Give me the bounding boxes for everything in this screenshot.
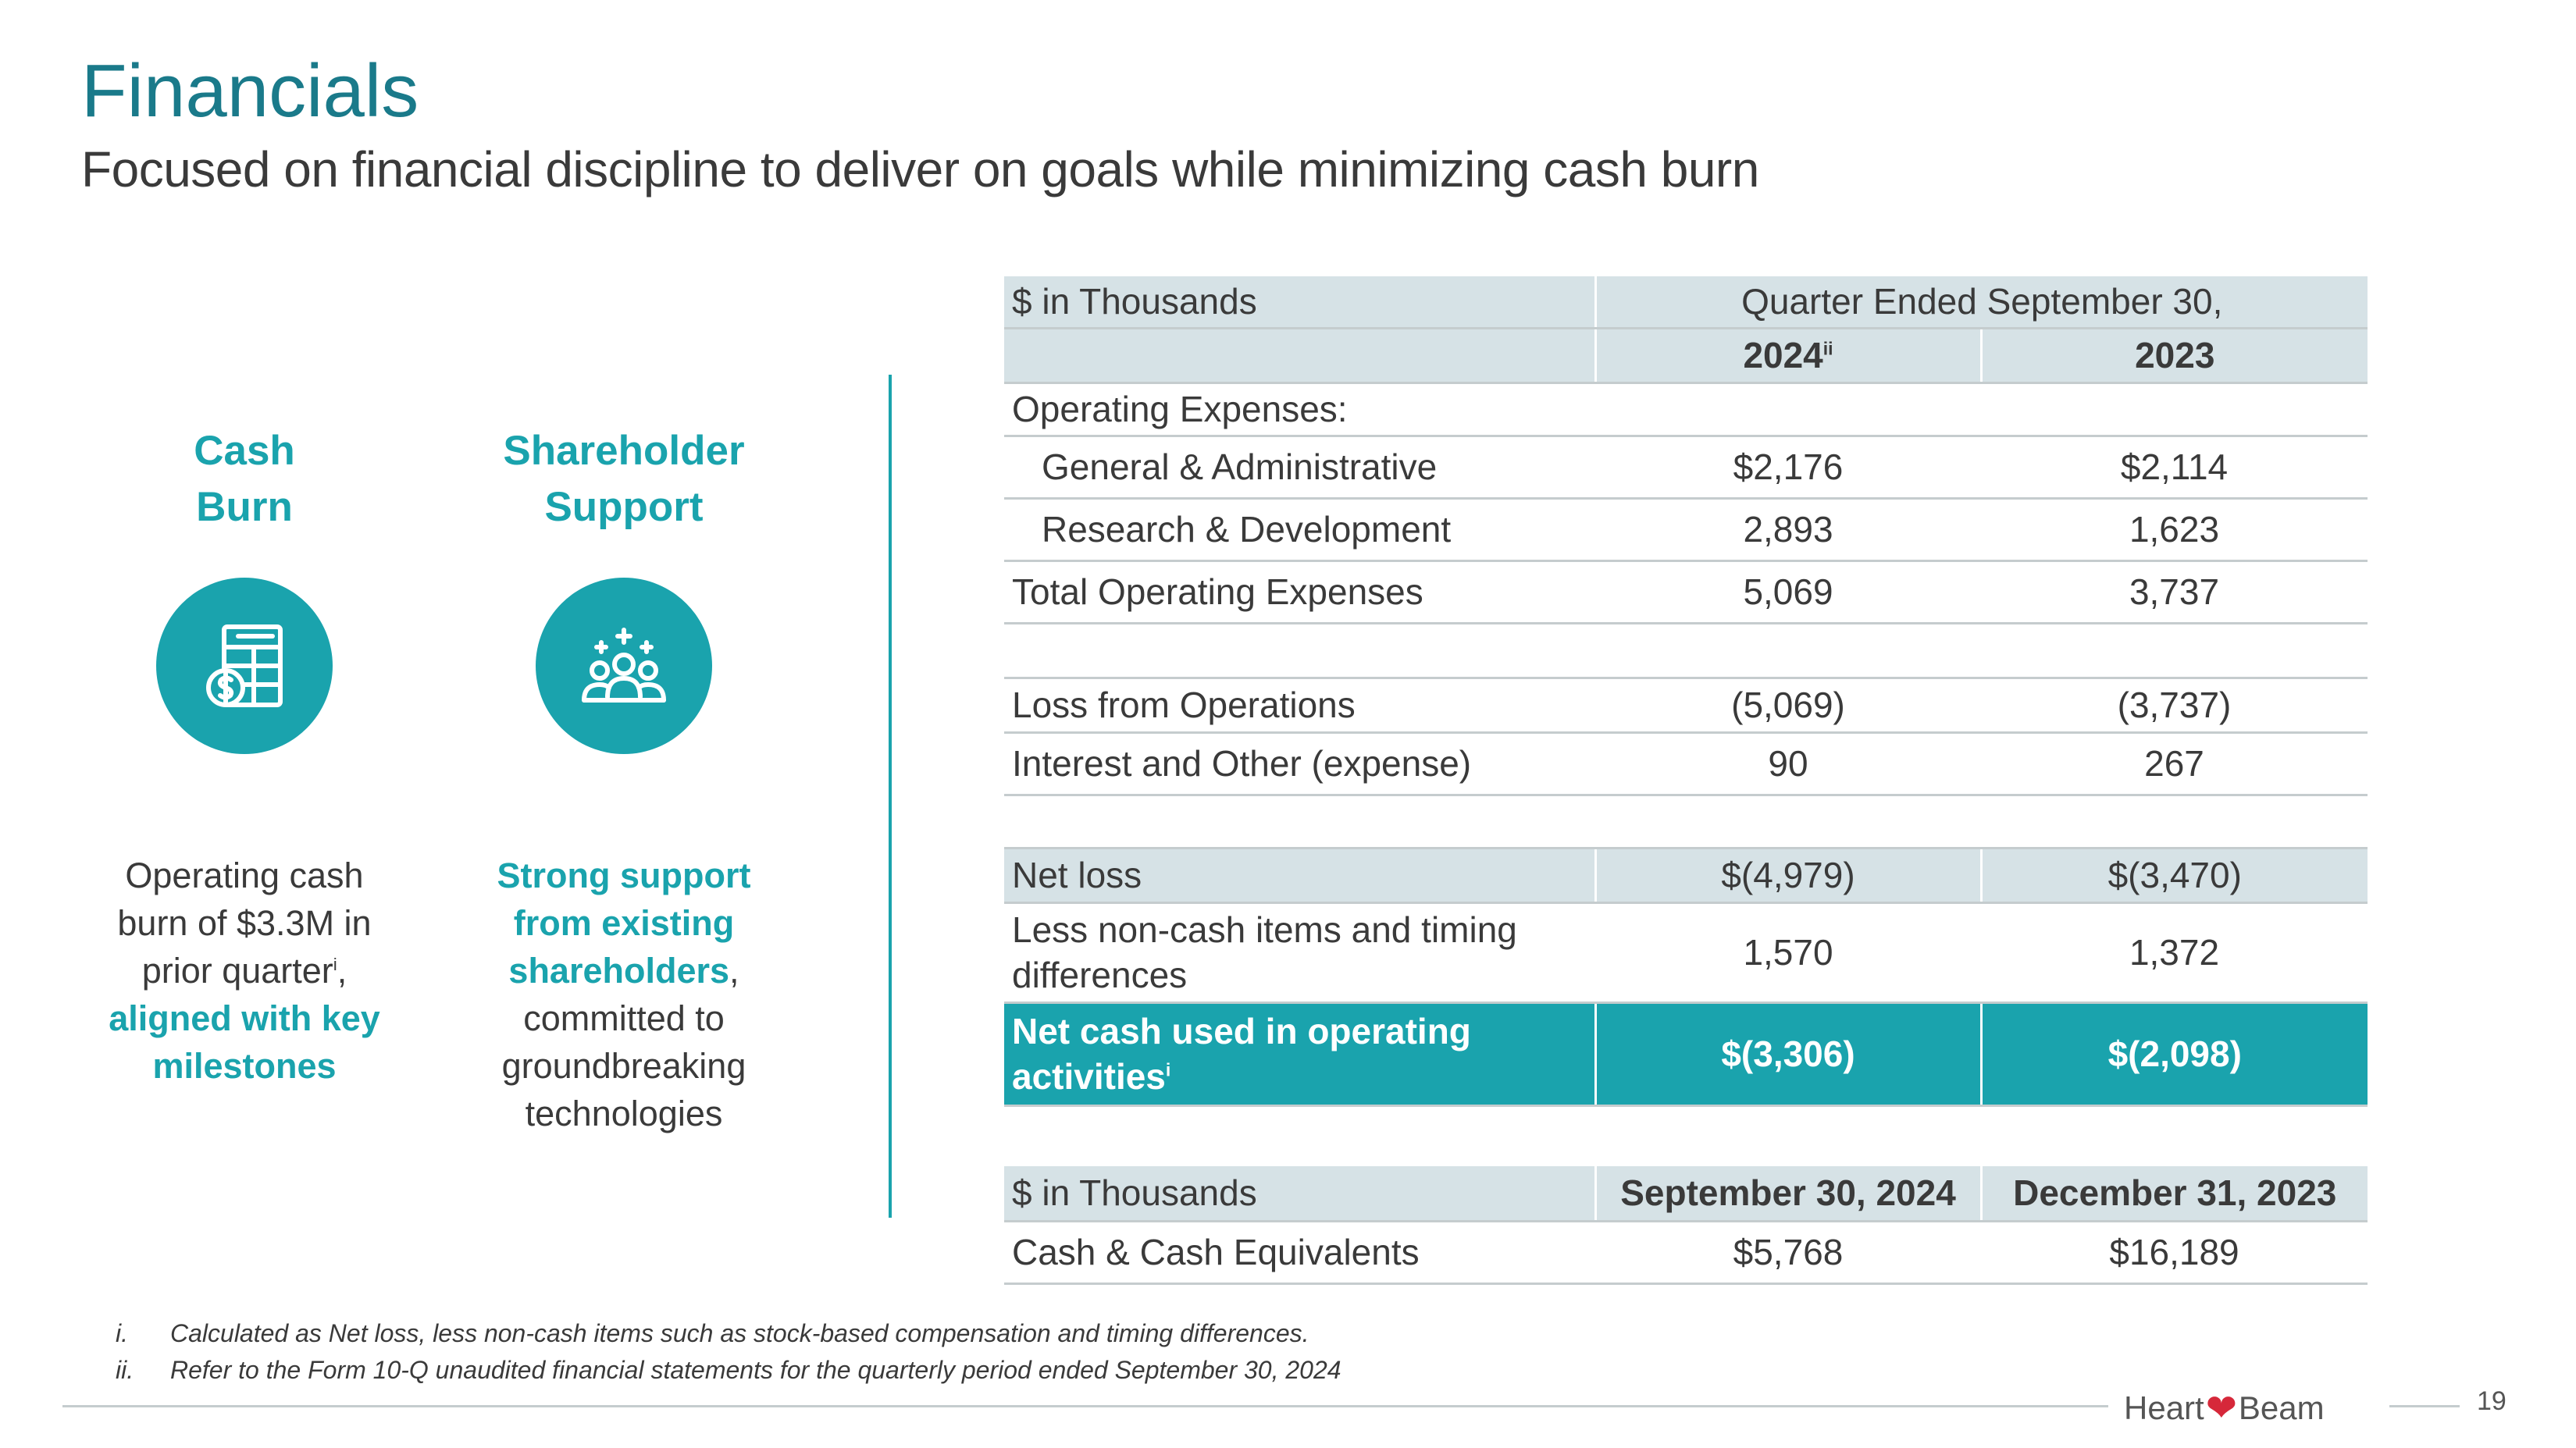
- table-row-net-loss: Net loss $(4,979) $(3,470): [1004, 848, 2368, 902]
- page-title: Financials: [81, 49, 419, 133]
- pillar-description: Strong support from existing shareholders, committed to groundbreaking technologies: [497, 856, 751, 1133]
- pillar-shareholder-support: [460, 423, 788, 1137]
- footnotes: [117, 1315, 1341, 1389]
- pillar-description: Operating cash burn of $3.3M in prior quarter$^i$, aligned with key milestones: [109, 856, 380, 1086]
- footer-divider: [62, 1405, 2108, 1407]
- operating-results-table: [1004, 276, 2368, 1107]
- pillar-title: Cash Burn: [194, 428, 295, 530]
- table-row-net-cash: Net cash used in operating activities$^i$ $(3,306) $(2,098): [1004, 1002, 2368, 1105]
- footnote: i. Calculated as Net loss, less non-cash items such as stock-based compensation and timing differences.: [116, 1319, 1309, 1347]
- table-header-row: $ in Thousands Quarter Ended September 30,: [1004, 276, 2368, 328]
- table-row: General & Administrative $2,176 $2,114: [1004, 436, 2368, 498]
- table-header-row: $ in Thousands September 30, 2024 December 31, 2023: [1004, 1166, 2368, 1221]
- table-row: Interest and Other (expense) 90 267: [1004, 732, 2368, 795]
- cash-ledger-icon: [156, 578, 333, 754]
- table-row: Loss from Operations (5,069) (3,737): [1004, 678, 2368, 732]
- table-row: Less non-cash items and timing differences 1,570 1,372: [1004, 902, 2368, 1002]
- people-group-icon: [536, 578, 712, 754]
- table-row: Operating Expenses:: [1004, 382, 2368, 436]
- section-divider: [889, 375, 892, 1218]
- table-spacer: [1004, 623, 2368, 678]
- table-header-row: 2024$^{ii}$ 2023: [1004, 328, 2368, 382]
- footnote: ii. Refer to the Form 10-Q unaudited financial statements for the quarterly period ended September 30, 2024: [116, 1356, 1341, 1384]
- cash-balance-table: [1004, 1166, 2368, 1285]
- heartbeam-logo: Heart ❤ Beam: [2124, 1388, 2325, 1429]
- pillar-cash-burn: [80, 423, 408, 1090]
- table-spacer: [1004, 795, 2368, 848]
- page-number: 19: [2477, 1386, 2507, 1416]
- table-row: Cash & Cash Equivalents $5,768 $16,189: [1004, 1221, 2368, 1283]
- pillar-title: Shareholder Support: [503, 428, 745, 530]
- table-row: Research & Development 2,893 1,623: [1004, 498, 2368, 560]
- table-row: Total Operating Expenses 5,069 3,737: [1004, 560, 2368, 623]
- heart-icon: ❤: [2205, 1388, 2237, 1429]
- footer-divider: [2389, 1405, 2460, 1407]
- page-subtitle: Focused on financial discipline to deliver on goals while minimizing cash burn: [81, 141, 1759, 197]
